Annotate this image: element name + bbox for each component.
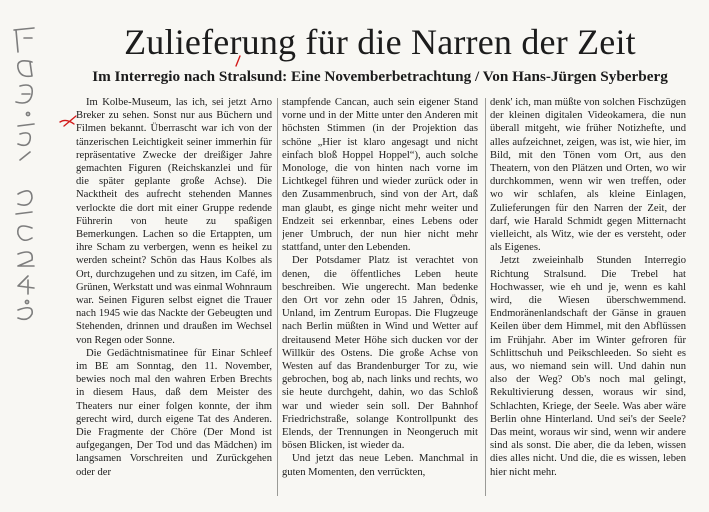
paragraph: Im Kolbe-Museum, las ich, sei jetzt Arno Breker zu sehen. Sonst nur aus Büchern und Filmen bekannt. Überrascht war ich von der tänzerischen Leichtigkeit seiner immerhin für repräsentative Zwecke der dreißiger Jahre gemachten Figuren (Reichskanzlei und für die später geplante große Achse). Die Nacktheit des aufrecht stehenden Mannes verlockte die dort mit einer Gruppe redende Führerin von heute zu spaßigen Bemerkungen. Lachen so die Ertappten, um ihre Scham zu verbergen, wenn es heikel zu werden scheint? Schön das Haus Kolbes als Ort, durchzugehen und zu sitzen, im Café, im Grünen, Werkstatt und was einmal Wohnraum war. Seinen Figuren selbst eignet die Trauer nach 1945 wie das Nackte der Gebeugten und Stehenden, drinnen und draußen im Wechsel von Regen oder Sonne. (76, 97, 272, 346)
paragraph: Der Potsdamer Platz ist verachtet von denen, die öffentliches Leben heute beschreiben. Wie ungerecht. Man bedenke den Ort vor zehn oder 15 Jahren, Ödnis, Unland, im Zentrum Europas. Die Flugzeuge nach Berlin müßten in Wind und Wetter auf dreitausend Meter Höhe sich ducken vor der Willkür des Ostens. Die große Achse von Westen auf das Brandenburger Tor zu, wie gebrochen, bog ab, nach links und rechts, wo sie heute durchgeht, dahin, wo das Schloß war und wieder sein soll. Der Bahnhof Friedrichstraße, solange Kontrollpunkt des Elends, der Trennungen in Neongeruch mit bösen Blicken, ist wieder da. (282, 255, 478, 452)
paragraph: Die Gedächtnismatinee für Einar Schleef im BE am Sonntag, den 11. November, bewies noch mal den wahren Erben Brechts in diesem Haus, daß dem Meister des Theaters nur einer folgen konnte, der ihm gerecht wird, durch eigene Tat des Anderen. Die Fragmente der Chöre (Der Mond ist aufgegangen, Der Tod und das Mädchen) im langsamen Vorschreiten und Zurückgehen oder der (76, 347, 272, 478)
paragraph: stampfende Cancan, auch sein eigener Stand vorne und in der Mitte unter den Anderen mit höchsten Stimmen (in der Projektion das schöne „Hier ist klaro angesagt und nicht einfach bloß Hoppel Hoppel“), auch solche Monologe, die von hinten nach vorne im Lichtkegel führen und wieder zurück oder in den Zusammenbruch, sind von der Art, daß man glaubt, es ginge nicht mehr weiter und Endzeit sei erkennbar, eines Lebens oder jener Umbruch, der nun hier nicht mehr stattfand, unter den Lebenden. (282, 97, 478, 254)
paragraph: denk' ich, man müßte von solchen Fischzügen der kleinen digitalen Videokamera, die nun überall mitgeht, wie früher Notizhefte, und alles aufzeichnet, zeigen, was ist, wie hier, im Bild, mit den Tönen vom Ort, aus den Theatern, von den Plätzen und Orten, wo wir durchkommen, wenn wir wen treffen, oder wo wir schlafen, als kleine Einlagen, Zulieferungen für den Narren der Zeit, der darf, wie Harald Schmidt gegen Mitternacht vielleicht, als Witz, wie der es versteht, oder als Eigenes. (490, 97, 686, 254)
text-column-2 (282, 96, 478, 500)
handwritten-date-note (6, 22, 42, 322)
article-subline: Im Interregio nach Stralsund: Eine Novemberbetrachtung / Von Hans-Jürgen Syberberg (92, 68, 668, 85)
text-column-3 (490, 96, 686, 500)
article-body (76, 96, 694, 500)
red-slash-mark (64, 116, 76, 126)
paragraph: Und jetzt das neue Leben. Manchmal in guten Momenten, den verrückten, (282, 453, 478, 478)
text-column-1 (76, 96, 272, 500)
column-divider (485, 98, 486, 496)
paragraph: Jetzt zweieinhalb Stunden Interregio Richtung Stralsund. Die Trebel hat Hochwasser, wie eh und je, wenn es kahl wird, die Wiesen überschwemmend. Endmoränenlandschaft der Gänse in grauen Keilen über dem Himmel, mit den Abflüssen im Frühjahr. Aber im Winter gefroren für Schlittschuh und Peikschleeden. So sieht es aus, wo niemand sein will. Und dahin nun also der Weg? Ob's noch mal gelingt, Rekultivierung dessen, woraus wir sind, Schlachten, Kriege, der Seele. Was aber wäre Berlin ohne Hinterland. Und sei's der Seele? Das meint, woraus wir sind, wenn wir andere sind als sonst. Die aber, die da leben, wissen dies alles nicht. Und die, die es wissen, leben hier nicht mehr. (490, 255, 686, 478)
article-headline: Zulieferung für die Narren der Zeit (124, 22, 636, 62)
red-underline-mark (60, 120, 74, 124)
column-divider (277, 98, 278, 496)
